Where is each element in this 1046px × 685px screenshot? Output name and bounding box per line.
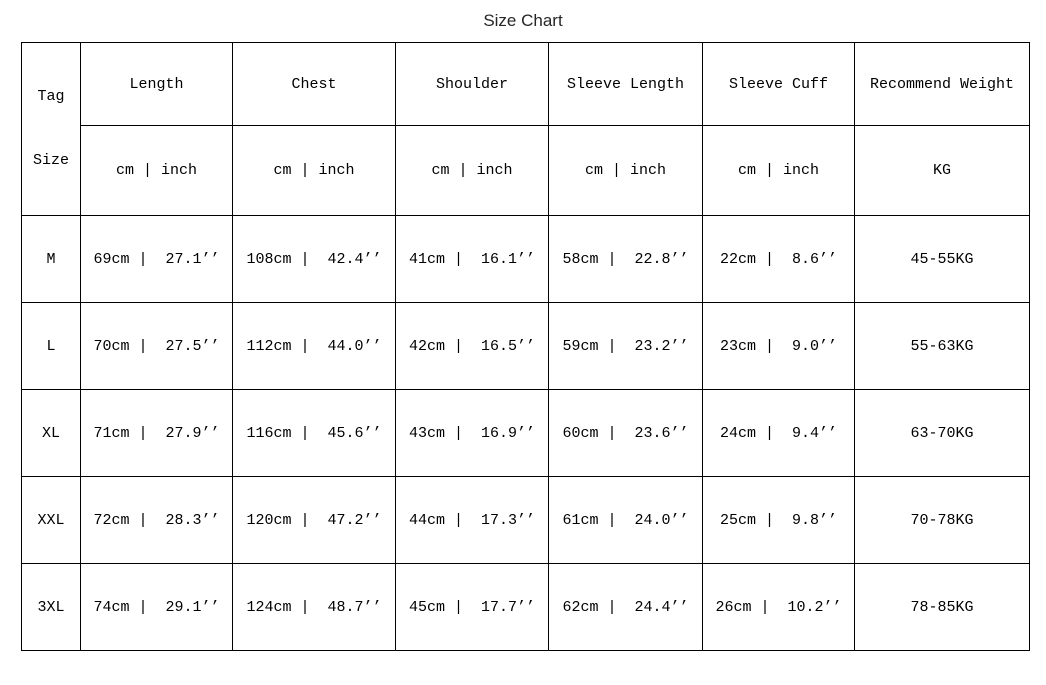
size-cell-3xl: 3XL (22, 564, 81, 651)
cell-l-chest: 112cm | 44.0’’ (233, 303, 396, 390)
cell-m-shoulder: 41cm | 16.1’’ (396, 216, 549, 303)
cell-l-sleeve-cuff: 23cm | 9.0’’ (703, 303, 855, 390)
cell-xxl-sleeve-length: 61cm | 24.0’’ (549, 477, 703, 564)
cell-3xl-length: 74cm | 29.1’’ (81, 564, 233, 651)
header-unit-row (22, 126, 1030, 216)
unit-header-length: cm | inch (81, 126, 233, 216)
header-label-row (22, 43, 1030, 126)
column-header-sleeve-cuff: Sleeve Cuff (703, 43, 855, 126)
cell-3xl-sleeve-length: 62cm | 24.4’’ (549, 564, 703, 651)
table-row-xxl (22, 477, 1030, 564)
column-header-shoulder: Shoulder (396, 43, 549, 126)
cell-3xl-sleeve-cuff: 26cm | 10.2’’ (703, 564, 855, 651)
cell-xl-sleeve-length: 60cm | 23.6’’ (549, 390, 703, 477)
column-header-recommend-weight: Recommend Weight (855, 43, 1030, 126)
cell-xxl-sleeve-cuff: 25cm | 9.8’’ (703, 477, 855, 564)
cell-l-shoulder: 42cm | 16.5’’ (396, 303, 549, 390)
cell-m-sleeve-cuff: 22cm | 8.6’’ (703, 216, 855, 303)
corner-header-tag-size (22, 43, 81, 216)
cell-xl-length: 71cm | 27.9’’ (81, 390, 233, 477)
cell-xl-chest: 116cm | 45.6’’ (233, 390, 396, 477)
cell-xl-sleeve-cuff: 24cm | 9.4’’ (703, 390, 855, 477)
cell-m-sleeve-length: 58cm | 22.8’’ (549, 216, 703, 303)
table-row-xl (22, 390, 1030, 477)
cell-m-chest: 108cm | 42.4’’ (233, 216, 396, 303)
cell-3xl-shoulder: 45cm | 17.7’’ (396, 564, 549, 651)
table-row-3xl (22, 564, 1030, 651)
unit-header-shoulder: cm | inch (396, 126, 549, 216)
column-header-chest: Chest (233, 43, 396, 126)
corner-label-tag: Tag (37, 88, 65, 105)
column-header-length: Length (81, 43, 233, 126)
cell-l-sleeve-length: 59cm | 23.2’’ (549, 303, 703, 390)
cell-xl-shoulder: 43cm | 16.9’’ (396, 390, 549, 477)
cell-xl-weight: 63-70KG (855, 390, 1030, 477)
cell-3xl-weight: 78-85KG (855, 564, 1030, 651)
cell-l-length: 70cm | 27.5’’ (81, 303, 233, 390)
unit-header-sleeve-length: cm | inch (549, 126, 703, 216)
unit-header-chest: cm | inch (233, 126, 396, 216)
cell-l-weight: 55-63KG (855, 303, 1030, 390)
size-cell-l: L (22, 303, 81, 390)
corner-label-size: Size (32, 152, 69, 169)
cell-xxl-chest: 120cm | 47.2’’ (233, 477, 396, 564)
size-cell-m: M (22, 216, 81, 303)
size-chart-table (21, 42, 1030, 651)
cell-m-length: 69cm | 27.1’’ (81, 216, 233, 303)
table-row-l (22, 303, 1030, 390)
size-cell-xxl: XXL (22, 477, 81, 564)
column-header-sleeve-length: Sleeve Length (549, 43, 703, 126)
table-row-m (22, 216, 1030, 303)
cell-m-weight: 45-55KG (855, 216, 1030, 303)
unit-header-sleeve-cuff: cm | inch (703, 126, 855, 216)
cell-xxl-weight: 70-78KG (855, 477, 1030, 564)
size-cell-xl: XL (22, 390, 81, 477)
unit-header-recommend-weight: KG (855, 126, 1030, 216)
page-title: Size Chart (483, 11, 563, 30)
cell-3xl-chest: 124cm | 48.7’’ (233, 564, 396, 651)
cell-xxl-length: 72cm | 28.3’’ (81, 477, 233, 564)
cell-xxl-shoulder: 44cm | 17.3’’ (396, 477, 549, 564)
